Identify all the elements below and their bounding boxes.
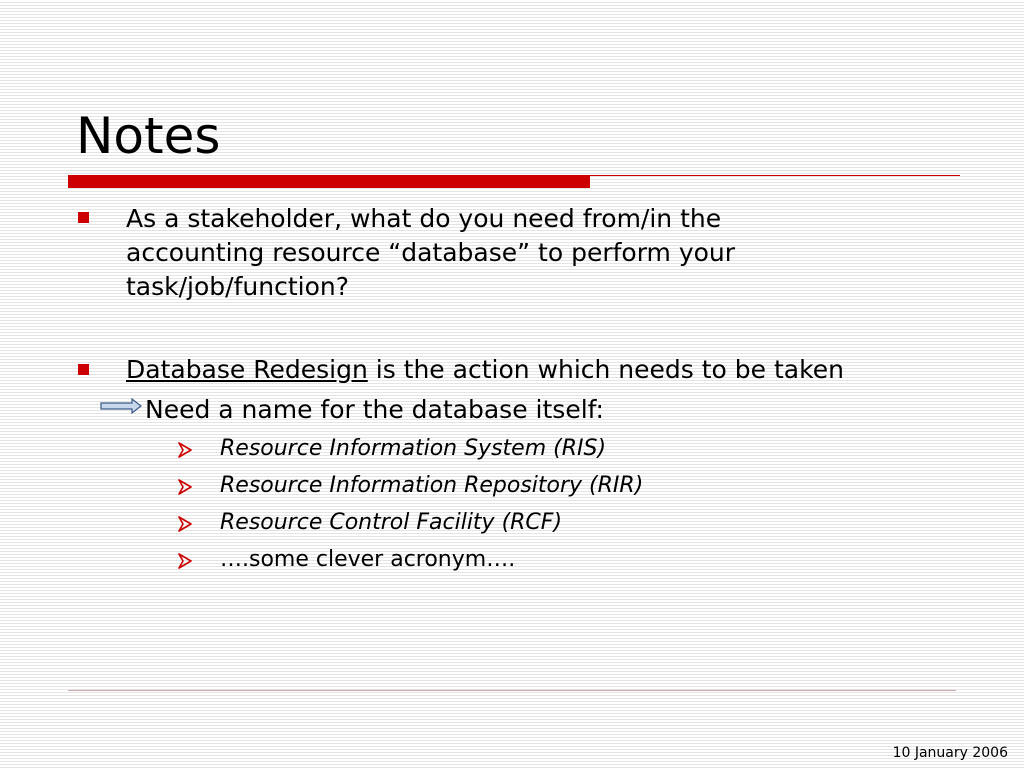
bullet-1-line-1: As a stakeholder, what do you need from/in the	[126, 204, 722, 233]
arrow-item-text: Need a name for the database itself:	[145, 395, 604, 424]
arrowhead-bullet-icon	[178, 442, 192, 458]
footer-divider	[68, 690, 956, 691]
bullet-2-text	[126, 353, 844, 387]
title-underline-bar	[68, 176, 590, 188]
arrowhead-bullet-icon	[178, 479, 192, 495]
right-arrow-icon	[100, 398, 142, 414]
sub-item-rir: Resource Information Repository (RIR)	[220, 473, 644, 498]
sub-item-ris: Resource Information System (RIS)	[220, 436, 607, 461]
bullet-1-line-3: task/job/function?	[126, 272, 349, 301]
red-square-icon	[78, 212, 89, 223]
sub-item-rcf: Resource Control Facility (RCF)	[220, 510, 563, 535]
sub-item-acronym: ….some clever acronym….	[220, 547, 516, 572]
arrowhead-bullet-icon	[178, 516, 192, 532]
red-square-icon	[78, 364, 89, 375]
bullet-1-line-2: accounting resource “database” to perform your	[126, 238, 736, 267]
footer-date: 10 January 2006	[892, 745, 1008, 761]
database-redesign-link-text: Database Redesign	[126, 355, 368, 384]
arrowhead-bullet-icon	[178, 553, 192, 569]
bullet-2-rest: is the action which needs to be taken	[367, 355, 844, 384]
slide-title: Notes	[76, 107, 221, 165]
